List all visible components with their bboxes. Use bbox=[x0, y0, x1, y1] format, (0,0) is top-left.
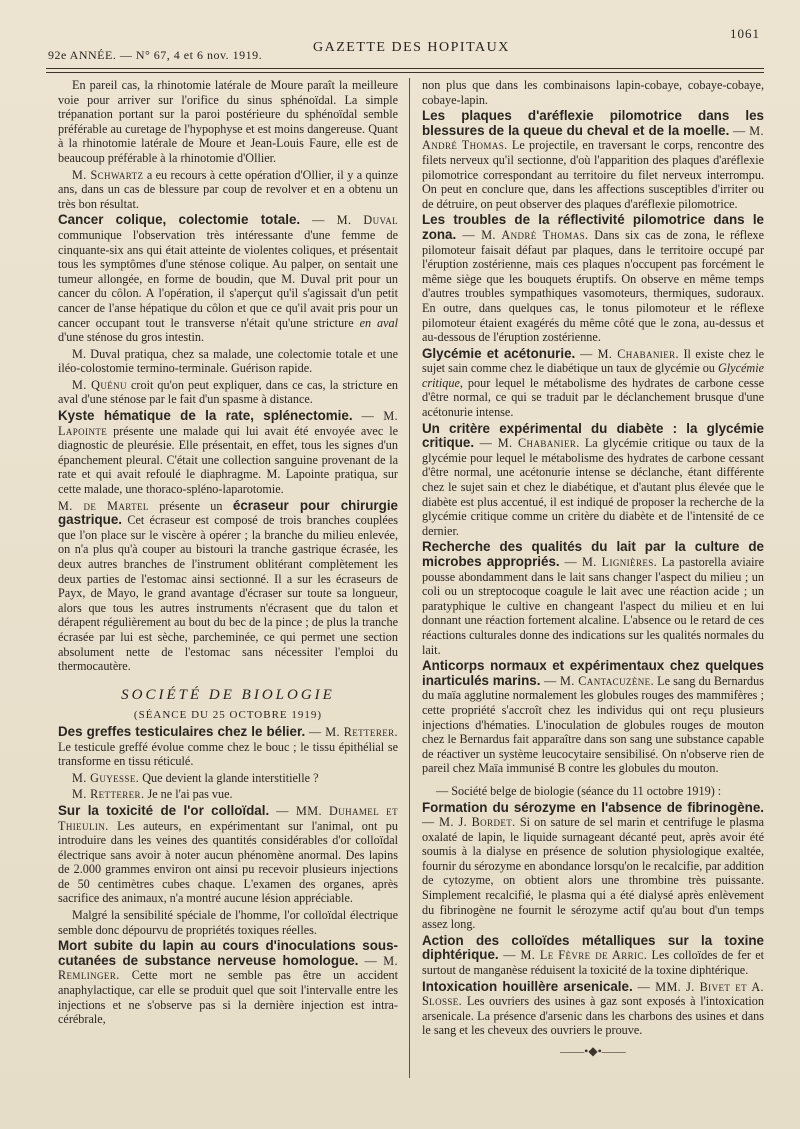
author-name: — M. Le Fèvre de Arric. bbox=[498, 948, 648, 963]
author-name: M. Guyesse. bbox=[72, 770, 140, 785]
article-anticorps: Anticorps normaux et expérimentaux chez quelques inarticulés marins. — M. Cantacuzène. Le sang du Bernardus du maïa agglutine normalement les globules rouges des mammifères ; cette propriété s'accroît chez les individus qui ont reçu plusieurs injections d'hématies. L'inoculation de globules rouges de mouton chez le Bernardus fait apparaître dans son sang une substance capable de réactiver un système leucocytaire sensibilisé. On n'observe rien de pareil chez Maïa immunisé B contre les globules du mouton. bbox=[422, 658, 764, 776]
header-rule-thin bbox=[46, 72, 764, 73]
author-name: — M. André Thomas. bbox=[456, 227, 589, 242]
author-name: — MM. J. Bivet et A. Slosse. bbox=[422, 979, 764, 1009]
article-title: Anticorps normaux et expérimentaux chez quelques inarticulés marins. bbox=[422, 658, 764, 688]
article-kyste-rate: Kyste hématique de la rate, splénectomie. — M. Lapointe présente une malade qui lui avait été envoyée avec le diagnostic de pleurésie. Elle présentait, en effet, tous les signes d'un épanchement pleural. C'était une collection sanguine provenant de la rate et qui avait refoulé le diaphragme. M. Lapointe pratiqua, sur cette malade, une thoraco-spléno-laparotomie. bbox=[58, 408, 399, 497]
article-title: Un critère expérimental du diabète : la glycémie critique. bbox=[422, 420, 764, 451]
author-name: M. Retterer. bbox=[72, 787, 145, 802]
article-title: Des greffes testiculaires chez le bélier. bbox=[58, 723, 306, 739]
paragraph-continuation: non plus que dans les combinaisons lapin-cobaye, cobaye-cobaye, cobaye-lapin. bbox=[422, 78, 764, 107]
paragraph-schwartz: M. Schwartz a eu recours à cette opération d'Ollier, il y a quinze ans, dans un cas de blessure par coup de revolver et en a obtenu un très bon résultat. bbox=[58, 167, 398, 211]
article-title: Formation du sérozyme en l'absence de fibrinogène. bbox=[422, 799, 764, 815]
right-column bbox=[422, 78, 764, 1059]
page-number: 1061 bbox=[730, 26, 760, 41]
author-name: — M. Lapointe bbox=[58, 409, 399, 438]
author-name: — M. Remlinger. bbox=[58, 953, 398, 983]
issue-info: 92e ANNÉE. — N° 67, 4 et 6 nov. 1919. bbox=[48, 48, 263, 62]
paragraph-duval-colectomie: M. Duval pratiqua, chez sa malade, une colectomie totale et une iléo-colostomie termino-terminale. Guérison rapide. bbox=[58, 346, 398, 376]
author-name: — M. Lignières. bbox=[559, 555, 658, 569]
article-plaques-areflexie: Les plaques d'aréflexie pilomotrice dans les blessures de la queue du cheval et de la moelle. — M. André Thomas. Le projectile, en traversant le corps, rencontre des filets nerveux qu'il sectionne, d'où l'apparition des plaques d'aréflexie pilomotrice correspondant au territoire du filet nerveux interrompu. On peut en conclure que, dans les affections susceptibles d'irriter ou de détruire, on peut observer des plaques d'aréflexie pilomotrice. bbox=[422, 108, 764, 211]
article-title: Intoxication houillère arsenicale. bbox=[422, 978, 633, 994]
left-column bbox=[58, 78, 398, 1029]
journal-title: GAZETTE DES HOPITAUX bbox=[313, 40, 510, 55]
author-name: M. Quénu bbox=[72, 377, 127, 392]
article-colloides-metalliques: Action des colloïdes métalliques sur la toxine diphtérique. — M. Le Fèvre de Arric. Les colloïdes de fer et surtout de manganèse réduisent la toxicité de la toxine diphtérique. bbox=[422, 932, 764, 978]
article-title: écraseur pour chirurgie gastrique. bbox=[58, 497, 398, 528]
article-title: Cancer colique, colectomie totale. bbox=[58, 212, 301, 228]
article-serozyme: Formation du sérozyme en l'absence de fibrinogène. — M. J. Bordet. Si on sature de sel marin et centrifuge le plasma oxalaté de lapin, le liquide surnageant décanté peut, après avoir été soumis à la dialyse en présence de solution physiologique exaltée, fournir du sérozyme en abondance lorsqu'on le recalcifie, par addition de cytozyme, on obtient alors une thrombine très puissante. Simplement recalcifié, le plasma qui a été dialysé après enlèvement du fibrinogène ne fournit le sérozyme actif qu'au bout d'un temps assez long. bbox=[422, 799, 764, 932]
end-ornament-separator: ——•◆•—— bbox=[560, 1044, 626, 1058]
author-name: — M. J. Bordet. bbox=[422, 815, 516, 830]
section-date: (SÉANCE DU 25 OCTOBRE 1919) bbox=[133, 709, 323, 722]
paragraph-quenu: M. Quénu croit qu'on peut expliquer, dans ce cas, la stricture en aval d'une sténose par le fait d'un spasme à distance. bbox=[58, 377, 399, 407]
running-header bbox=[48, 40, 760, 64]
author-name: M. de Martel bbox=[58, 498, 149, 513]
article-glycemie: Glycémie et acétonurie. — M. Chabanier. Il existe chez le sujet sain comme chez le diabétique un taux de glycémie ou Glycémie critique, pour lequel le métabolisme des hydrates de carbone cesse d'être normal, ce qui se traduit par le déclanchement brusque d'une acétonurie intense. bbox=[422, 345, 764, 420]
article-ecraseur: M. de Martel présente un écraseur pour chirurgie gastrique. Cet écraseur est composé de trois branches couplées que l'on place sur le viscère à opérer ; la branche du milieu enlevée, on n'a plus qu'à couper au bistouri la tranche gastrique écrasée, les deux autres branches de l'instrument oblitérant complètement les deux parties de l'estomac ainsi sectionné. Il a sur les écraseurs de Payx, de Mayo, le grand avantage d'écraser sur toute sa longueur, alors que tous les autres instruments n'écrasent que du talon et dérapent régulièrement au bout du bec de la pince ; de plus la tranche écrasée par lui est sèche, parcheminée, ce qui permet une section absolument nette de l'estomac sans nécessiter l'emploi du thermocautère. bbox=[58, 497, 398, 674]
header-rule-thick bbox=[46, 68, 764, 69]
author-name: — MM. Duhamel et Thieulin. bbox=[58, 803, 398, 833]
paragraph-guyesse: M. Guyesse. Que devient la glande interstitielle ? bbox=[72, 770, 319, 785]
section-title: SOCIÉTÉ DE BIOLOGIE bbox=[121, 686, 335, 703]
article-title: Les troubles de la réflectivité pilomotrice dans le zona. bbox=[422, 212, 764, 242]
paragraph-sensibilite: Malgré la sensibilité spéciale de l'homme, l'or colloïdal électrique semble donc dépourvu de propriétés toxiques réelles. bbox=[58, 908, 398, 937]
author-name: M. Schwartz bbox=[72, 167, 144, 182]
article-title: Sur la toxicité de l'or colloïdal. bbox=[58, 802, 270, 818]
article-title: Recherche des qualités du lait par la culture de microbes appropriés. bbox=[422, 539, 764, 569]
article-zona: Les troubles de la réflectivité pilomotrice dans le zona. — M. André Thomas. Dans six cas de zona, le réflexe pilomoteur faisait défaut par plaques, dans le territoire occupé par l'éruption zostérienne, mais ces plaques n'occupent pas forcément le même siège que les bouquets éruptifs. On observe en même temps d'autres troubles sympathiques vasomoteurs, thermiques, sudoraux. En outre, dans quelques cas, le tonus pilomoteur et le réflexe pilomoteur étaient exagérés du même côté que le zona, au-dessus et au-dessous de l'éruption zostérienne. bbox=[422, 212, 764, 345]
article-greffes: Des greffes testiculaires chez le bélier. — M. Retterer. Le testicule greffé évolue comme chez le bouc ; le tissu épithélial se transforme en tissu réticulé. bbox=[58, 723, 398, 769]
author-name: — M. André Thomas. bbox=[422, 123, 764, 153]
article-title: Kyste hématique de la rate, splénectomie. bbox=[58, 408, 353, 424]
column-divider bbox=[409, 78, 410, 1078]
author-name: — M. Chabanier. bbox=[575, 346, 679, 361]
article-toxicite-or: Sur la toxicité de l'or colloïdal. — MM. Duhamel et Thieulin. Les auteurs, en expérimentant sur l'animal, ont pu introduire dans les veines des quantités considérables d'or colloïdal électrique sans avoir à noter aucun phénomène anormal. Des lapins de 2.000 grammes environ ont ainsi pu recevoir plusieurs injections de 50 centimètres cubes chaque. L'examen des organes, après sacrifice des animaux, n'a montré aucune lésion appréciable. bbox=[58, 802, 398, 906]
article-title: Les plaques d'aréflexie pilomotrice dans les blessures de la queue du cheval et de la moelle. bbox=[422, 108, 764, 138]
paragraph-societe-belge: — Société belge de biologie (séance du 11 octobre 1919) : bbox=[436, 783, 722, 798]
article-intoxication-arsenicale: Intoxication houillère arsenicale. — MM. J. Bivet et A. Slosse. Les ouvriers des usines à gaz sont exposés à l'intoxication arsenicale. La présence d'arsenic dans les charbons des usines et dans le sang et les cheveux des ouvriers le prouve. bbox=[422, 978, 764, 1038]
article-title: Action des colloïdes métalliques sur la toxine diphtérique. bbox=[422, 932, 764, 963]
article-cancer-colique: Cancer colique, colectomie totale. — M. Duval communique l'observation très intéressante d'une femme de cinquante-six ans qui était atteinte de violentes coliques, et présentait tous les symptômes d'une sténose colique. Au palper, on sentait une tumeur allongée, en forme de boudin, que M. Duval prit pour un cancer du côlon. A l'opération, il s'aperçut qu'il s'agissait d'un petit cancer de l'anse hépatique du côlon et que ce qu'il avait pris pour un cancer occupant tout le transverse n'était qu'une stricture en aval d'une sténose du gros intestin. bbox=[58, 212, 399, 345]
paragraph-retterer-reply: M. Retterer. Je ne l'ai pas vue. bbox=[72, 787, 233, 802]
article-critere-diabete: Un critère expérimental du diabète : la glycémie critique. — M. Chabanier. La glycémie critique ou taux de la glycémie pour lequel le métabolisme des hydrates de carbone cessant d'être normal, une acétonurie intense se déclanche, étant différente chez le sujet sain et chez le diabétique, et d'autant plus élevée que le diabète est plus accentué, il est indiqué de proposer la recherche de la glycémie critique comme un critère du diabète et de l'intensité de ce dernier. bbox=[422, 420, 764, 538]
section-heading-societe-biologie bbox=[58, 688, 398, 723]
article-qualites-lait: Recherche des qualités du lait par la culture de microbes appropriés. — M. Lignières. La pastorella aviaire pousse abondamment dans le lait sans changer l'aspect du milieu ; un coli ou un streptocoque coagule le lait avec une réaction acide ; un paratyphique le cultive en changeant l'aspect du milieu et en lui donnant une réaction fortement alcaline. L'absence ou le retard de ces réactions culturales donne des indications sur les qualités normales du lait. bbox=[422, 539, 764, 657]
author-name: — M. Retterer. bbox=[305, 724, 398, 739]
article-title: Glycémie et acétonurie. bbox=[422, 345, 576, 361]
author-name: — M. Cantacuzène. bbox=[540, 673, 655, 688]
paragraph-rhinotomie: En pareil cas, la rhinotomie latérale de Moure paraît la meilleure voie pour arriver sur l'orifice du sinus sphénoïdal. La simple trépanation portant sur la paroi postérieure du sphénoïdal semble préférable au curetage de l'hypophyse et est moins dangereuse. Quant à la rhinotomie latérale de Moure et Jean-Louis Faure, elle est de beaucoup préférable à la rhinotomie d'Ollier. bbox=[58, 78, 398, 165]
article-mort-subite: Mort subite du lapin au cours d'inoculations sous-cutanées de substance nerveuse homologue. — M. Remlinger. Cette mort ne semble pas être un accident anaphylactique, car elle se produit quel que soit l'intervalle entre les injections et ne s'observe pas si la dernière injection est intra-cérébrale, bbox=[58, 938, 398, 1027]
article-title: Mort subite du lapin au cours d'inoculations sous-cutanées de substance nerveuse homologue. bbox=[58, 938, 398, 968]
author-name: — M. Chabanier. bbox=[474, 436, 580, 451]
author-name: — M. Duval bbox=[300, 213, 399, 228]
